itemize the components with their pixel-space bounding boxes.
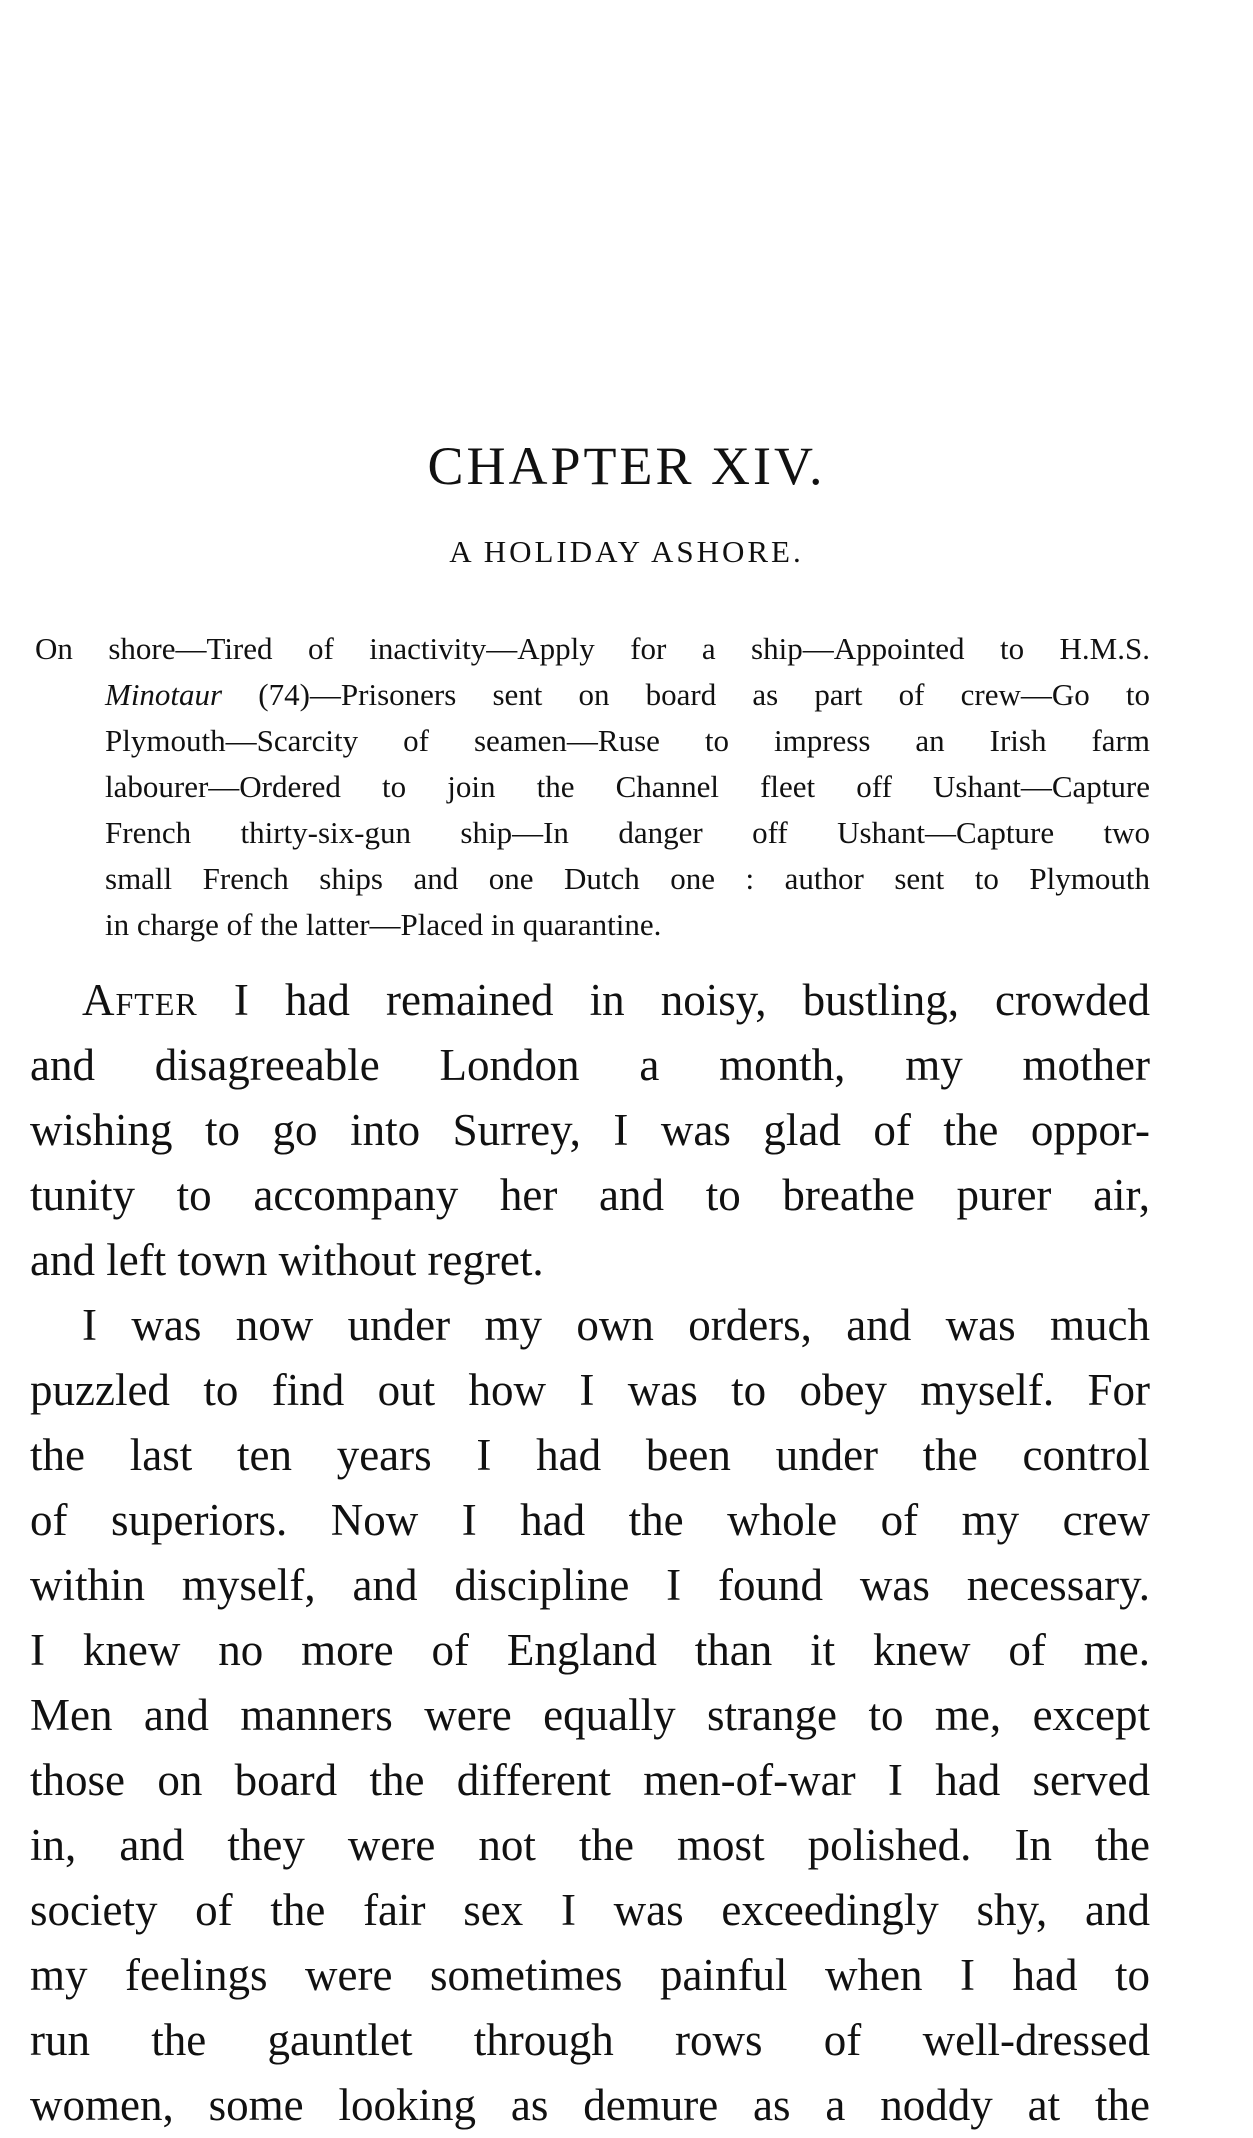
body-line: and left town without regret. — [30, 1235, 544, 1285]
summary-line: small French ships and one Dutch one : author sent to Plymouth — [105, 861, 1150, 896]
body-line: the last ten years I had been under the control — [30, 1430, 1150, 1480]
summary-line: Plymouth—Scarcity of seamen—Ruse to impress an Irish farm — [105, 723, 1150, 758]
body-line: in, and they were not the most polished. In the — [30, 1820, 1150, 1870]
summary-line — [105, 676, 1150, 714]
body-line: I was now under my own orders, and was much — [82, 1300, 1150, 1350]
summary-line: in charge of the latter—Placed in quarantine. — [105, 907, 662, 942]
summary-line-text: (74)—Prisoners sent on board as part of crew—Go to — [258, 677, 1150, 712]
body-line: of superiors. Now I had the whole of my crew — [30, 1495, 1150, 1545]
body-line: within myself, and discipline I found was necessary. — [30, 1560, 1150, 1610]
body-line: puzzled to find out how I was to obey myself. For — [30, 1365, 1150, 1415]
body-line: those on board the different men-of-war I had served — [30, 1755, 1150, 1805]
summary-line: labourer—Ordered to join the Channel fleet off Ushant—Capture — [105, 769, 1150, 804]
ship-name: Minotaur — [105, 677, 223, 712]
summary-line: On shore—Tired of inactivity—Apply for a ship—Appointed to H.M.S. — [35, 631, 1150, 666]
chapter-subtitle: A HOLIDAY ASHORE. — [449, 534, 804, 569]
body-line: Men and manners were equally strange to me, except — [30, 1690, 1150, 1740]
body-line: wishing to go into Surrey, I was glad of the oppor- — [30, 1105, 1150, 1155]
body-line: and disagreeable London a month, my mother — [30, 1040, 1150, 1090]
body-line: society of the fair sex I was exceedingly shy, and — [30, 1885, 1150, 1935]
body-line-text: I had remained in noisy, bustling, crowded — [197, 975, 1150, 1025]
body-line: run the gauntlet through rows of well-dressed — [30, 2015, 1150, 2065]
chapter-title: CHAPTER XIV. — [427, 436, 826, 496]
body-line: my feelings were sometimes painful when I had to — [30, 1950, 1150, 2000]
body-line — [82, 970, 1150, 1030]
body-line: women, some looking as demure as a noddy at the — [30, 2080, 1150, 2130]
summary-line: French thirty-six-gun ship—In danger off Ushant—Capture two — [105, 815, 1150, 850]
opening-word: After — [82, 975, 198, 1025]
body-line: I knew no more of England than it knew of me. — [30, 1625, 1150, 1675]
body-line: tunity to accompany her and to breathe purer air, — [30, 1170, 1150, 1220]
